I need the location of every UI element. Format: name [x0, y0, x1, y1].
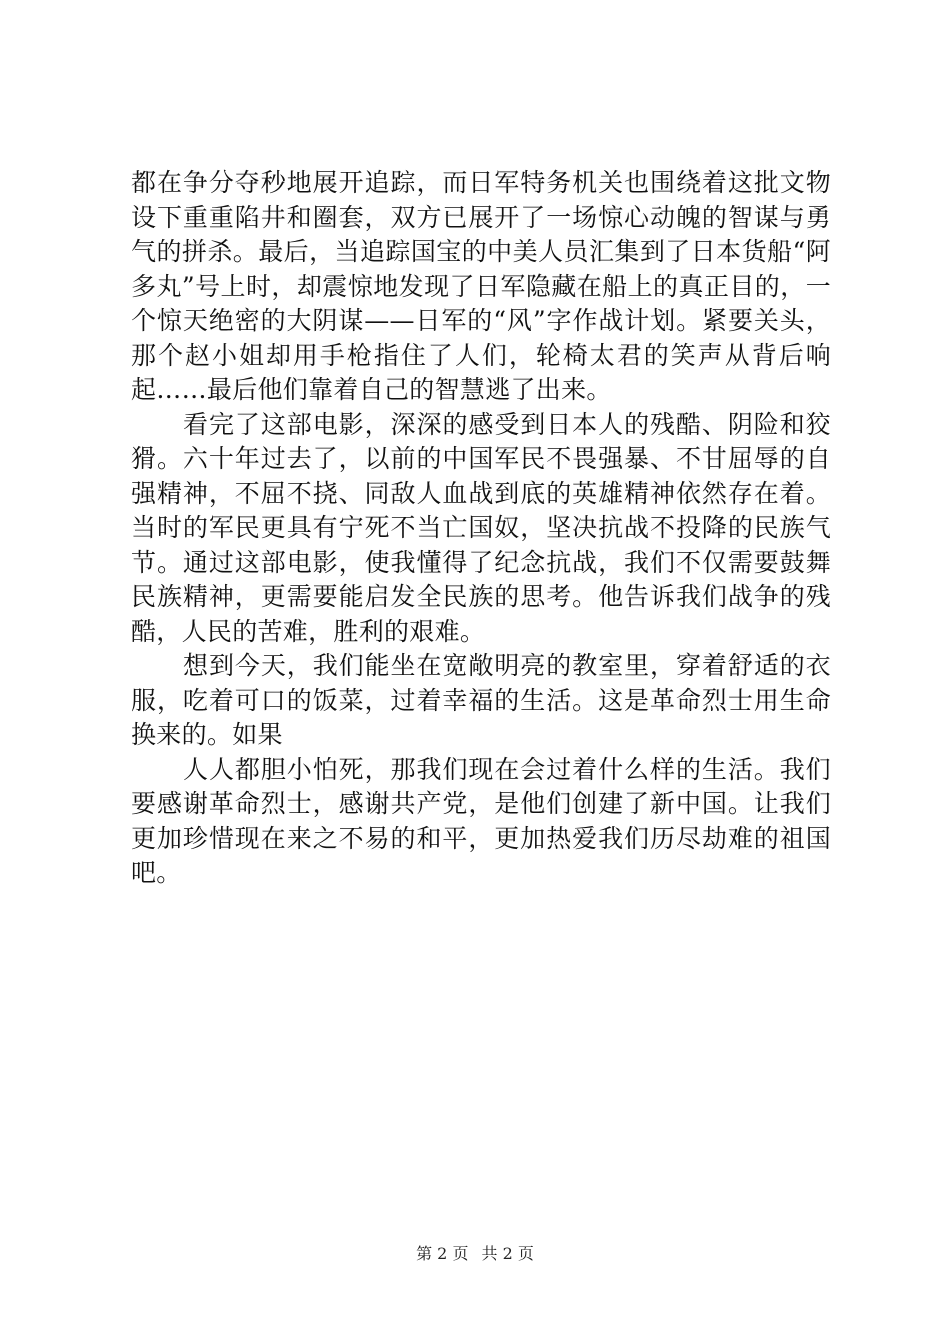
page-number-current: 第 2 页: [416, 1244, 469, 1263]
paragraph-continuation: 都在争分夺秒地展开追踪，而日军特务机关也围绕着这批文物设下重重陷井和圈套，双方已展开了一场惊心动魄的智谋与勇气的拼杀。最后，当追踪国宝的中美人员汇集到了日本货船“阿多丸”号上时，却震惊地发现了日军隐藏在船上的真正目的，一个惊天绝密的大阴谋——日军的“风”字作战计划。紧要关头，那个赵小姐却用手枪指住了人们，轮椅太君的笑声从背后响起……最后他们靠着自己的智慧逃了出来。: [131, 168, 831, 404]
page-footer: [0, 1244, 950, 1264]
document-body: [131, 166, 831, 891]
paragraph-conclusion: 人人都胆小怕死，那我们现在会过着什么样的生活。我们要感谢革命烈士，感谢共产党，是他们创建了新中国。让我们更加珍惜现在来之不易的和平，更加热爱我们历尽劫难的祖国吧。: [131, 754, 831, 887]
paragraph-today: 想到今天，我们能坐在宽敞明亮的教室里，穿着舒适的衣服，吃着可口的饭菜，过着幸福的生活。这是革命烈士用生命换来的。如果: [131, 651, 831, 749]
paragraph-reflection: 看完了这部电影，深深的感受到日本人的残酷、阴险和狡猾。六十年过去了，以前的中国军民不畏强暴、不甘屈辱的自强精神，不屈不挠、同敌人血战到底的英雄精神依然存在着。当时的军民更具有宁死不当亡国奴，坚决抗战不投降的民族气节。通过这部电影，使我懂得了纪念抗战，我们不仅需要鼓舞民族精神，更需要能启发全民族的思考。他告诉我们战争的残酷，人民的苦难，胜利的艰难。: [131, 409, 831, 646]
page-number-total: 共 2 页: [481, 1244, 534, 1263]
